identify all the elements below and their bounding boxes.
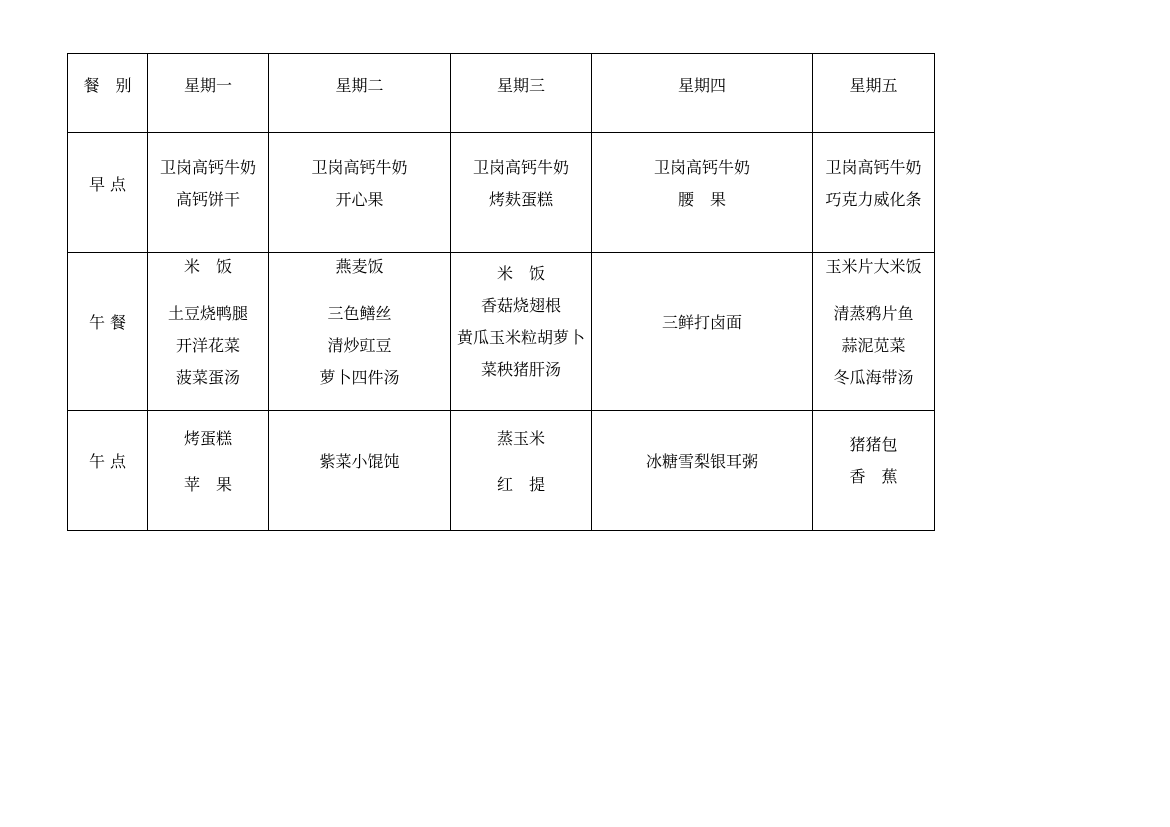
lunch-tue [269,253,451,411]
snack-mon [148,411,269,531]
menu-item: 燕麦饭 [335,257,384,276]
menu-item: 玉米片大米饭 [825,257,922,276]
header-meal-type: 餐 别 [68,54,148,133]
menu-item: 高钙饼干 [175,190,240,209]
menu-item: 清炒豇豆 [327,336,392,355]
menu-item: 三色鳝丝 [327,304,392,323]
menu-item: 冰糖雪梨银耳粥 [645,452,758,471]
header-row [68,54,935,133]
menu-item: 蒸玉米 [496,429,545,448]
snack-tue [269,411,451,531]
menu-item: 开洋花菜 [175,336,240,355]
menu-item: 卫岗高钙牛奶 [472,158,569,177]
lunch-row [68,253,935,411]
menu-item: 开心果 [335,190,384,209]
row-label-breakfast: 早 点 [68,133,148,253]
menu-item: 巧克力威化条 [825,190,922,209]
menu-item: 烤麸蛋糕 [488,190,553,209]
lunch-wed [451,253,592,411]
menu-item: 腰 果 [677,190,726,209]
afternoon-snack-row [68,411,935,531]
breakfast-row [68,133,935,253]
header-day-tue: 星期二 [269,54,451,133]
breakfast-thu [592,133,813,253]
row-label-lunch: 午 餐 [68,253,148,411]
header-day-wed: 星期三 [451,54,592,133]
menu-item: 米 饭 [496,264,545,283]
menu-item: 烤蛋糕 [183,429,232,448]
header-day-mon: 星期一 [148,54,269,133]
menu-item: 香菇烧翅根 [480,296,561,315]
menu-item: 清蒸鸦片鱼 [833,304,914,323]
breakfast-tue [269,133,451,253]
menu-item: 香 蕉 [849,467,898,486]
menu-item: 红 提 [496,475,545,494]
menu-item: 猪猪包 [849,435,898,454]
menu-item: 菜秧猪肝汤 [480,360,561,379]
header-day-thu: 星期四 [592,54,813,133]
menu-item: 苹 果 [183,475,232,494]
menu-item: 卫岗高钙牛奶 [825,158,922,177]
menu-item: 卫岗高钙牛奶 [653,158,750,177]
snack-fri [813,411,935,531]
menu-item: 米 饭 [183,257,232,276]
menu-item: 紫菜小馄饨 [319,452,400,471]
menu-item: 菠菜蛋汤 [175,368,240,387]
lunch-thu [592,253,813,411]
menu-item: 土豆烧鸭腿 [167,304,248,323]
menu-item: 三鲜打卤面 [661,313,742,332]
menu-item: 黄瓜玉米粒胡萝卜 [456,328,585,347]
menu-item: 萝卜四件汤 [319,368,400,387]
menu-item: 蒜泥苋菜 [841,336,906,355]
lunch-mon [148,253,269,411]
snack-wed [451,411,592,531]
breakfast-mon [148,133,269,253]
breakfast-wed [451,133,592,253]
menu-item: 卫岗高钙牛奶 [159,158,256,177]
menu-item: 卫岗高钙牛奶 [311,158,408,177]
breakfast-fri [813,133,935,253]
header-day-fri: 星期五 [813,54,935,133]
weekly-menu-table [67,53,935,531]
menu-item: 冬瓜海带汤 [833,368,914,387]
lunch-fri [813,253,935,411]
snack-thu [592,411,813,531]
row-label-afternoon-snack: 午 点 [68,411,148,531]
